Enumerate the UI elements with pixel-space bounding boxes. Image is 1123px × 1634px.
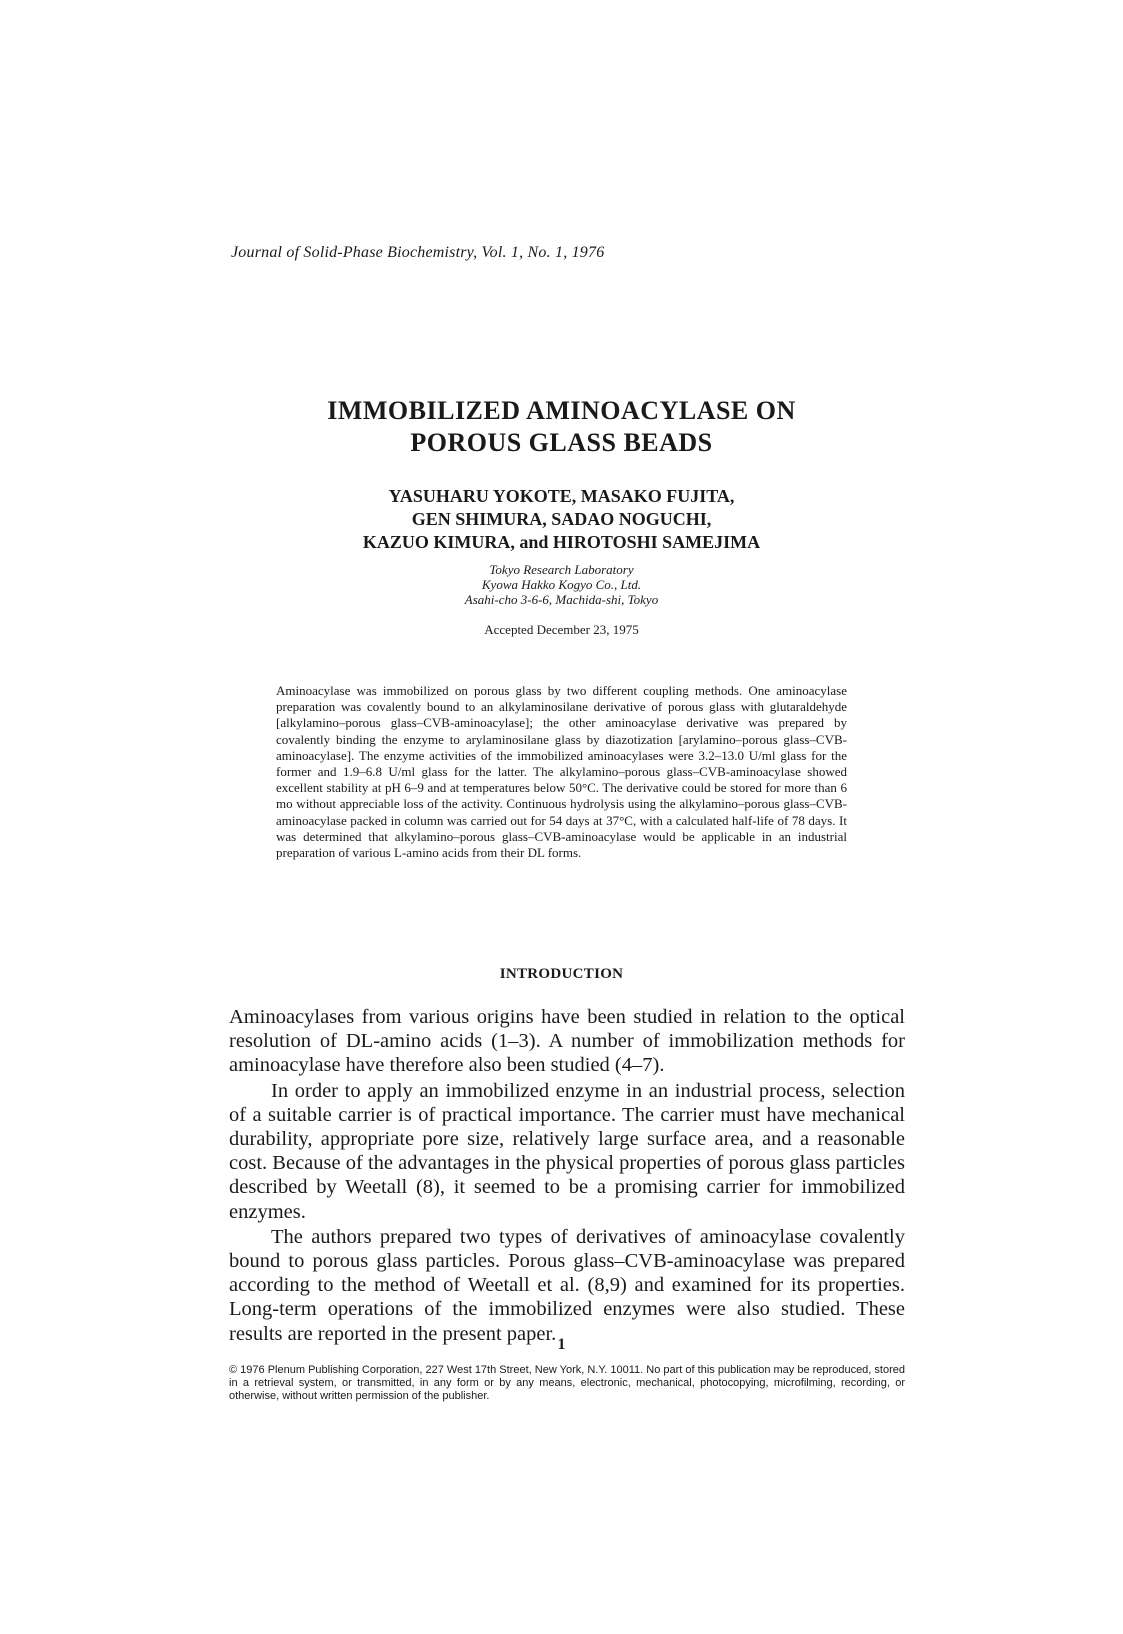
paper-title [230,395,893,459]
authors-line-1: YASUHARU YOKOTE, MASAKO FUJITA, [388,486,735,506]
paragraph-2: In order to apply an immobilized enzyme in an industrial process, selection of a suitable carrier is of practical importance. The carrier must have mechanical durability, appropriate pore size, relatively large surface area, and a reasonable cost. Because of the advantages in the physical properties of porous glass particles described by Weetall (8), it seemed to be a promising carrier for immobilized enzymes. [229,1079,905,1223]
accepted-date: Accepted December 23, 1975 [484,622,639,637]
affiliation-line-1: Tokyo Research Laboratory [489,562,634,577]
title-line-1: IMMOBILIZED AMINOACYLASE ON [327,396,796,425]
copyright-notice: © 1976 Plenum Publishing Corporation, 227 West 17th Street, New York, N.Y. 10011. No part of this publication may be reproduced, stored in a retrieval system, or transmitted, in any form or by any means, electronic, mechanical, photocopying, microfilming, recording, or otherwise, without written permission of the publisher. [229,1364,905,1402]
authors-line-3: KAZUO KIMURA, and HIROTOSHI SAMEJIMA [362,532,761,552]
affiliation [230,562,893,607]
title-line-2: POROUS GLASS BEADS [410,428,713,457]
introduction-heading: INTRODUCTION [499,966,624,982]
page-number: 1 [557,1336,566,1353]
affiliation-line-3: Asahi-cho 3-6-6, Machida-shi, Tokyo [464,592,659,607]
abstract: Aminoacylase was immobilized on porous glass by two different coupling methods. One aminoacylase preparation was covalently bound to an alkylaminosilane derivative of porous glass with glutaraldehyde [alkylamino–porous glass–CVB-aminoacylase]; the other aminoacylase derivative was prepared by covalently binding the enzyme to arylaminosilane glass by diazotization [arylamino–porous glass–CVB-aminoacylase]. The enzyme activities of the immobilized aminoacylases were 3.2–13.0 U/ml glass for the former and 1.9–6.8 U/ml glass for the latter. The alkylamino–porous glass–CVB-aminoacylase showed excellent stability at pH 6–9 and at temperatures below 50°C. The derivative could be stored for more than 6 mo without appreciable loss of the activity. Continuous hydrolysis using the alkylamino–porous glass–CVB-aminoacylase packed in column was carried out for 54 days at 37°C, with a calculated half-life of 78 days. It was determined that alkylamino–porous glass–CVB-aminoacylase would be applicable in an industrial preparation of various L-amino acids from their DL forms. [276,683,847,861]
authors-line-2: GEN SHIMURA, SADAO NOGUCHI, [411,509,712,529]
paragraph-3: The authors prepared two types of derivatives of aminoacylase covalently bound to porous glass particles. Porous glass–CVB-aminoacylase was prepared according to the method of Weetall et al. (8,9) and examined for its properties. Long-term operations of the immobilized enzymes were also studied. These results are reported in the present paper. [229,1225,905,1345]
paragraph-1: Aminoacylases from various origins have been studied in relation to the optical resolution of DL-amino acids (1–3). A number of immobilization methods for aminoacylase have therefore also been studied (4–7). [229,1006,905,1077]
journal-header: Journal of Solid-Phase Biochemistry, Vol. 1, No. 1, 1976 [231,244,605,261]
introduction-body [229,1005,905,1347]
author-list [230,485,893,554]
affiliation-line-2: Kyowa Hakko Kogyo Co., Ltd. [481,577,642,592]
